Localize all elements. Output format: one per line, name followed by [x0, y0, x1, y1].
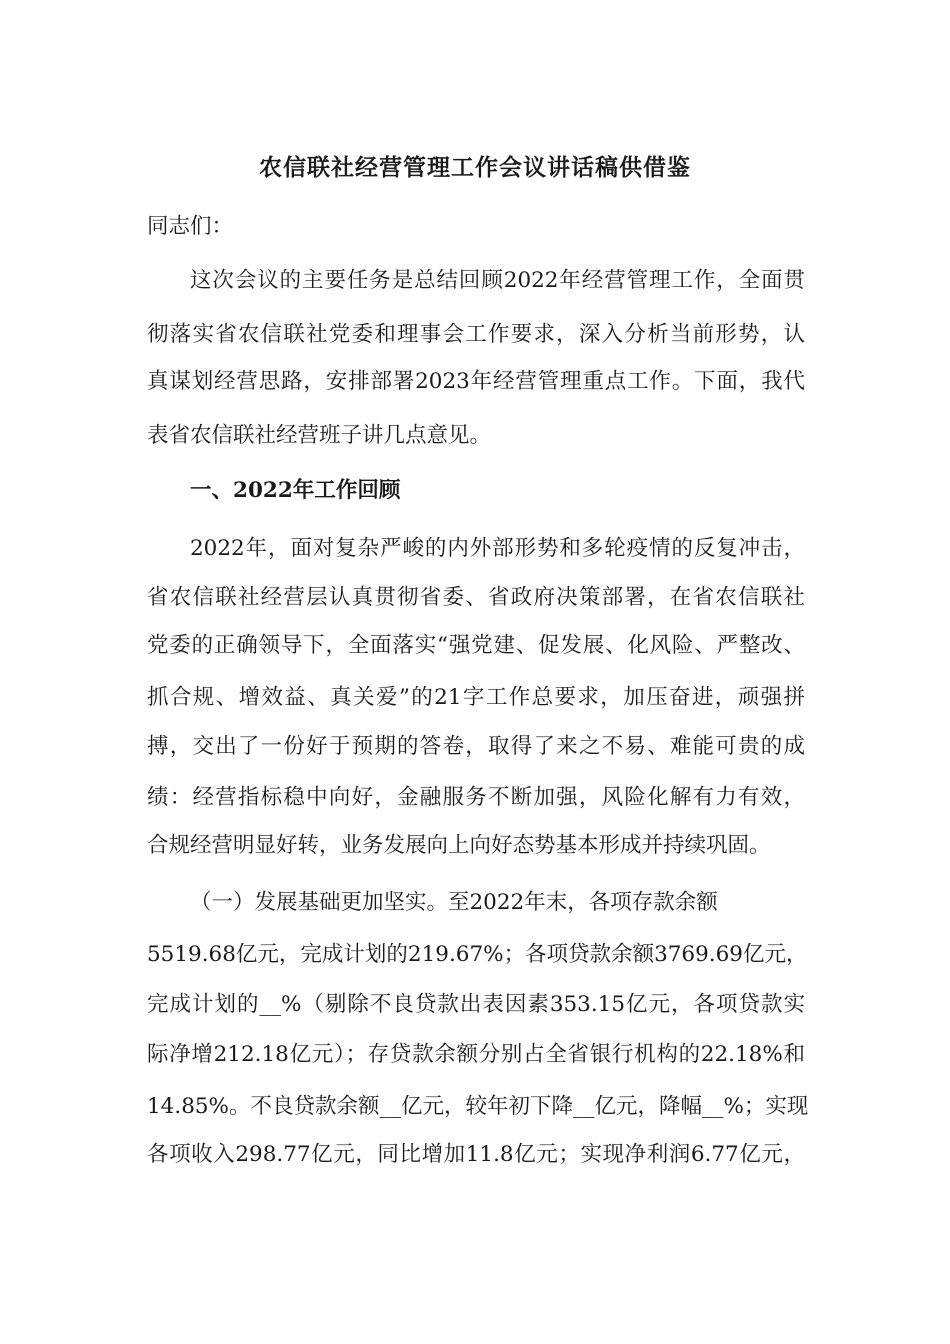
subsection-line-3: 完成计划的__%（剔除不良贷款出表因素353.15亿元，各项贷款实 — [147, 992, 805, 1017]
intro-line-1: 这次会议的主要任务是总结回顾2022年经营管理工作，全面贯 — [190, 268, 805, 293]
review-line-3: 党委的正确领导下，全面落实“强党建、促发展、化风险、严整改、 — [147, 633, 805, 658]
intro-line-4: 表省农信联社经营班子讲几点意见。 — [147, 423, 492, 448]
review-line-1: 2022年，面对复杂严峻的内外部形势和多轮疫情的反复冲击， — [190, 536, 805, 561]
review-line-7: 合规经营明显好转，业务发展向上向好态势基本形成并持续巩固。 — [147, 833, 771, 858]
subsection-line-1: （一）发展基础更加坚实。至2022年末，各项存款余额 — [190, 890, 718, 915]
section-heading: 一、2022年工作回顾 — [190, 478, 401, 503]
subsection-line-4: 际净增212.18亿元）；存贷款余额分别占全省银行机构的22.18%和 — [147, 1042, 805, 1067]
review-line-2: 省农信联社经营层认真贯彻省委、省政府决策部署，在省农信联社 — [147, 585, 805, 610]
subsection-line-5: 14.85%。不良贷款余额__亿元，较年初下降__亿元，降幅__%；实现 — [147, 1094, 809, 1119]
intro-line-2: 彻落实省农信联社党委和理事会工作要求，深入分析当前形势，认 — [147, 322, 805, 347]
salutation: 同志们： — [147, 214, 234, 239]
review-line-6: 绩：经营指标稳中向好，金融服务不断加强，风险化解有力有效， — [147, 785, 805, 810]
intro-line-3: 真谋划经营思路，安排部署2023年经营管理重点工作。下面，我代 — [147, 369, 805, 394]
review-line-4: 抓合规、增效益、真关爱”的21字工作总要求，加压奋进，顽强拼 — [147, 685, 805, 710]
review-line-5: 搏，交出了一份好于预期的答卷，取得了来之不易、难能可贵的成 — [147, 734, 805, 759]
document-title: 农信联社经营管理工作会议讲话稿供借鉴 — [259, 154, 691, 181]
subsection-line-6: 各项收入298.77亿元，同比增加11.8亿元；实现净利润6.77亿元， — [147, 1142, 805, 1167]
subsection-line-2: 5519.68亿元，完成计划的219.67%；各项贷款余额3769.69亿元， — [147, 942, 808, 967]
